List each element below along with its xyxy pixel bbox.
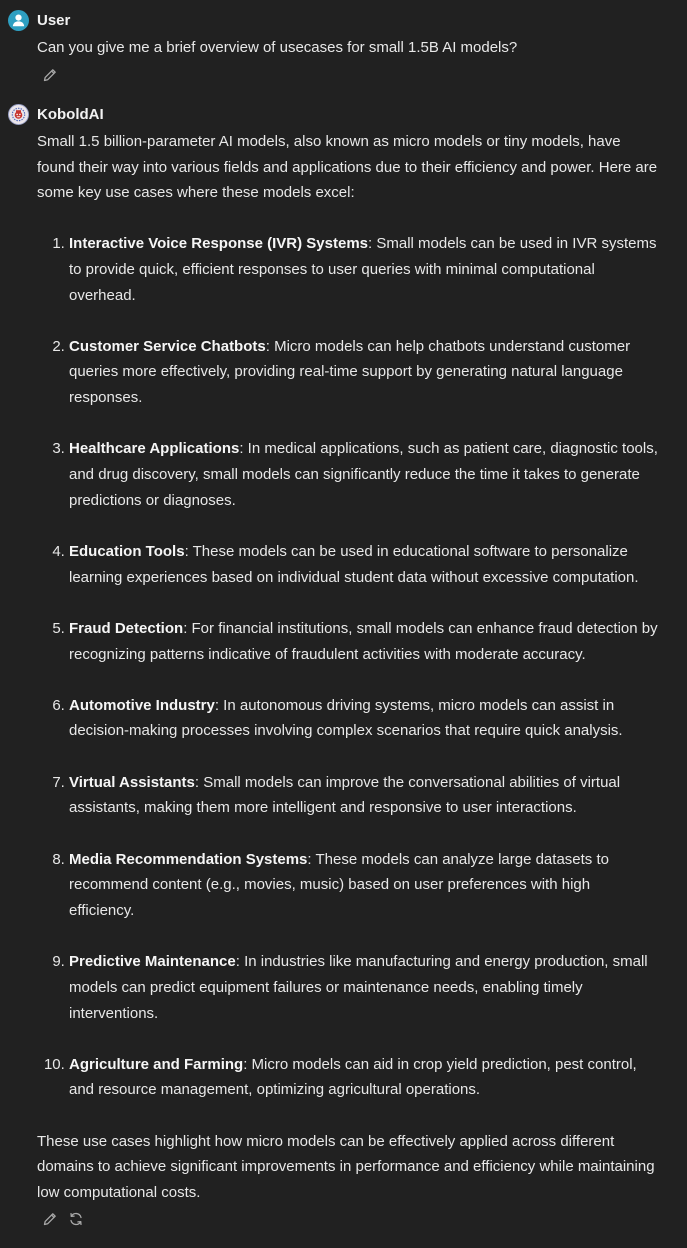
ai-outro-text: These use cases highlight how micro models can be effectively applied across different domains to achieve significant improvements in performance and efficiency while maintaining low computational costs. bbox=[37, 1132, 655, 1202]
list-item-title: Agriculture and Farming bbox=[69, 1055, 244, 1073]
ai-message-actions bbox=[42, 1210, 687, 1228]
list-item-title: Predictive Maintenance bbox=[69, 953, 236, 971]
list-item bbox=[69, 847, 659, 924]
list-item-title: Healthcare Applications bbox=[69, 440, 240, 458]
user-author-name: User bbox=[37, 12, 71, 29]
list-item-text: : Small models can be used in IVR systems to provide quick, efficient responses to user queries with minimal computational overhead. bbox=[69, 235, 657, 304]
user-message-text: Can you give me a brief overview of usecases for small 1.5B AI models? bbox=[37, 39, 518, 56]
ai-author-name: KoboldAI bbox=[37, 106, 104, 123]
list-item-title: Automotive Industry bbox=[69, 696, 215, 714]
list-item bbox=[69, 693, 659, 744]
ai-intro-text: Small 1.5 billion-parameter AI models, also known as micro models or tiny models, have found their way into various fields and applications due to their efficiency and power. Here are some key use cases where these models excel: bbox=[37, 133, 658, 202]
list-item bbox=[69, 616, 659, 667]
edit-icon[interactable] bbox=[42, 67, 58, 83]
edit-icon[interactable] bbox=[42, 1211, 58, 1227]
list-item-text: : Micro models can help chatbots understand customer queries more effectively, providing real-time support by generating natural language responses. bbox=[69, 337, 631, 407]
list-item-title: Virtual Assistants bbox=[69, 773, 195, 791]
list-item bbox=[69, 436, 659, 513]
list-item bbox=[69, 334, 659, 411]
list-item bbox=[69, 539, 659, 590]
list-item-text: : In autonomous driving systems, micro models can assist in decision-making processes involving complex scenarios that require quick analysis. bbox=[69, 696, 623, 740]
list-item-title: Interactive Voice Response (IVR) Systems bbox=[69, 235, 369, 253]
user-message-body bbox=[37, 35, 659, 61]
list-item bbox=[69, 949, 659, 1026]
regenerate-icon[interactable] bbox=[68, 1211, 84, 1227]
list-item-title: Education Tools bbox=[69, 542, 185, 560]
koboldai-logo-icon bbox=[8, 104, 29, 125]
ai-message bbox=[0, 104, 687, 1228]
list-item-text: : In medical applications, such as patient care, diagnostic tools, and drug discovery, small models can significantly reduce the time it takes to generate predictions or diagnoses. bbox=[69, 440, 658, 509]
list-item-title: Customer Service Chatbots bbox=[69, 337, 266, 355]
user-message bbox=[0, 10, 687, 84]
list-item bbox=[69, 231, 659, 308]
list-item-text: : These models can be used in educational software to personalize learning experiences based on individual student data without excessive computation. bbox=[69, 542, 639, 586]
list-item bbox=[69, 770, 659, 821]
list-item-text: : Micro models can aid in crop yield prediction, pest control, and resource management, optimizing agricultural operations. bbox=[69, 1055, 637, 1099]
ai-message-header bbox=[0, 104, 687, 125]
list-item-text: : For financial institutions, small models can enhance fraud detection by recognizing patterns indicative of fraudulent activities with moderate accuracy. bbox=[69, 619, 658, 663]
use-case-list bbox=[37, 231, 659, 1103]
user-icon bbox=[8, 10, 29, 31]
ai-message-body bbox=[37, 129, 659, 1206]
list-item-text: : These models can analyze large datasets to recommend content (e.g., movies, music) based on user preferences with high efficiency. bbox=[69, 850, 609, 919]
list-item-text: : Small models can improve the conversational abilities of virtual assistants, making them more intelligent and responsive to user interactions. bbox=[69, 773, 621, 817]
list-item-text: : In industries like manufacturing and energy production, small models can predict equipment failures or maintenance needs, enabling timely interventions. bbox=[69, 953, 648, 1022]
list-item bbox=[69, 1052, 659, 1103]
user-message-actions bbox=[42, 66, 687, 84]
list-item-title: Media Recommendation Systems bbox=[69, 850, 308, 868]
user-message-header bbox=[0, 10, 687, 31]
list-item-title: Fraud Detection bbox=[69, 619, 184, 637]
